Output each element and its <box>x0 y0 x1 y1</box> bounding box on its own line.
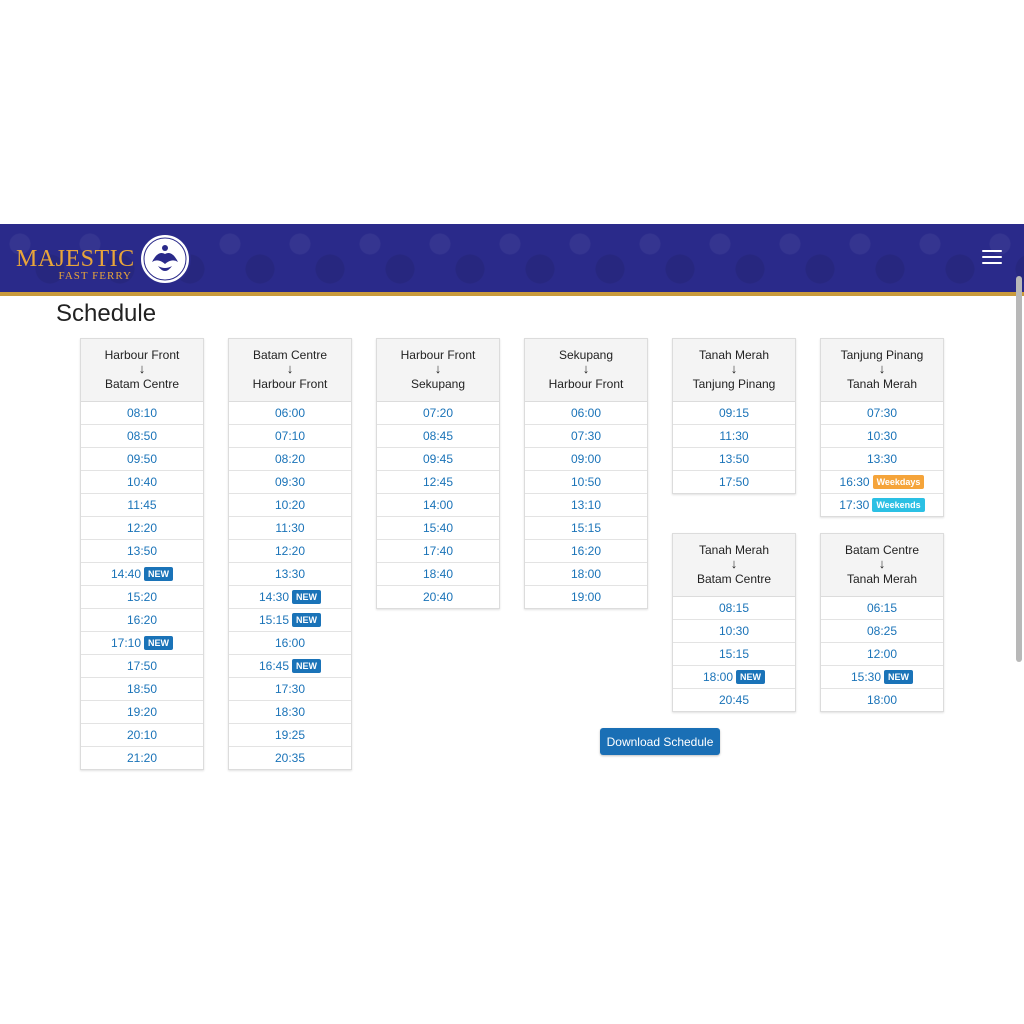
route-header <box>525 339 647 402</box>
departure-time-row[interactable] <box>673 425 795 448</box>
menu-toggle-icon[interactable] <box>982 250 1002 266</box>
status-badge: NEW <box>292 613 321 627</box>
departure-time: 17:30 <box>274 682 306 696</box>
status-badge: Weekends <box>872 498 924 512</box>
departure-time: 06:15 <box>866 601 898 615</box>
departure-time: 13:30 <box>866 452 898 466</box>
departure-time: 09:00 <box>570 452 602 466</box>
departure-time-row[interactable] <box>673 620 795 643</box>
route-header <box>81 339 203 402</box>
departure-time-row[interactable] <box>821 494 943 516</box>
route-card <box>820 338 944 517</box>
departure-time-row[interactable] <box>673 689 795 711</box>
departure-time: 12:00 <box>866 647 898 661</box>
route-card <box>672 338 796 494</box>
route-destination: Harbour Front <box>548 377 624 391</box>
departure-time-row[interactable] <box>821 402 943 425</box>
departure-time: 20:35 <box>274 751 306 765</box>
departure-time-row[interactable] <box>81 609 203 632</box>
departure-time: 10:20 <box>274 498 306 512</box>
departure-time: 15:20 <box>126 590 158 604</box>
arrow-down-icon: ↓ <box>138 361 146 376</box>
menu-bar <box>982 256 1002 258</box>
departure-time: 18:30 <box>274 705 306 719</box>
departure-time: 08:45 <box>422 429 454 443</box>
departure-time: 18:50 <box>126 682 158 696</box>
site-header <box>0 224 1024 296</box>
emblem-icon <box>138 232 192 286</box>
departure-time: 20:40 <box>422 590 454 604</box>
departure-time: 08:15 <box>718 601 750 615</box>
departure-time-row[interactable] <box>525 402 647 425</box>
brand-name: MAJESTIC <box>16 246 135 272</box>
departure-time-row[interactable] <box>821 643 943 666</box>
departure-time: 16:00 <box>274 636 306 650</box>
arrow-down-icon: ↓ <box>582 361 590 376</box>
departure-time-row[interactable] <box>81 563 203 586</box>
departure-time-row[interactable] <box>229 586 351 609</box>
departure-time: 13:50 <box>718 452 750 466</box>
departure-time: 17:50 <box>126 659 158 673</box>
departure-time: 11:45 <box>127 498 157 512</box>
departure-time-row[interactable] <box>377 494 499 517</box>
departure-time-row[interactable] <box>81 678 203 701</box>
departure-time: 13:50 <box>126 544 158 558</box>
departure-time-row[interactable] <box>377 448 499 471</box>
route-origin: Batam Centre <box>252 348 328 362</box>
departure-time: 08:25 <box>866 624 898 638</box>
route-origin: Sekupang <box>558 348 614 362</box>
departure-time: 18:40 <box>422 567 454 581</box>
departure-time-row[interactable] <box>81 425 203 448</box>
departure-time: 08:50 <box>126 429 158 443</box>
page-title: Schedule <box>56 300 157 327</box>
departure-time: 11:30 <box>275 521 305 535</box>
departure-time-row[interactable] <box>81 471 203 494</box>
departure-time: 09:45 <box>422 452 454 466</box>
departure-time: 07:10 <box>274 429 306 443</box>
departure-time-row[interactable] <box>821 448 943 471</box>
departure-time-row[interactable] <box>229 402 351 425</box>
departure-time: 17:40 <box>422 544 454 558</box>
departure-time-row[interactable] <box>229 448 351 471</box>
departure-time-row[interactable] <box>821 471 943 494</box>
departure-time-row[interactable] <box>229 540 351 563</box>
scrollbar-thumb[interactable] <box>1016 276 1022 662</box>
departure-time: 11:30 <box>719 429 749 443</box>
departure-time: 08:10 <box>126 406 158 420</box>
departure-time: 16:30 <box>839 475 870 489</box>
brand-logo[interactable] <box>16 232 196 286</box>
route-origin: Tanjung Pinang <box>840 348 924 362</box>
departure-time: 21:20 <box>126 751 158 765</box>
departure-time: 07:20 <box>422 406 454 420</box>
route-destination: Tanah Merah <box>846 572 918 586</box>
departure-time-row[interactable] <box>821 425 943 448</box>
departure-time-row[interactable] <box>229 471 351 494</box>
departure-time: 09:50 <box>126 452 158 466</box>
departure-time-row[interactable] <box>821 597 943 620</box>
departure-time-row[interactable] <box>525 517 647 540</box>
departure-time-row[interactable] <box>81 655 203 678</box>
departure-time: 17:50 <box>718 475 750 489</box>
departure-time-row[interactable] <box>81 586 203 609</box>
departure-time-row[interactable] <box>377 402 499 425</box>
departure-time-row[interactable] <box>377 425 499 448</box>
departure-time-row[interactable] <box>525 586 647 608</box>
route-card <box>820 533 944 712</box>
departure-time-row[interactable] <box>229 425 351 448</box>
route-header <box>673 339 795 402</box>
departure-time-row[interactable] <box>525 494 647 517</box>
departure-time: 19:20 <box>126 705 158 719</box>
arrow-down-icon: ↓ <box>434 361 442 376</box>
departure-time: 19:00 <box>570 590 602 604</box>
departure-time-row[interactable] <box>81 701 203 724</box>
route-card <box>672 533 796 712</box>
departure-time: 14:40 <box>110 567 142 581</box>
status-badge: NEW <box>144 636 173 650</box>
departure-time-row[interactable] <box>81 448 203 471</box>
departure-time: 20:45 <box>718 693 750 707</box>
departure-time-row[interactable] <box>525 540 647 563</box>
departure-time-row[interactable] <box>377 517 499 540</box>
departure-time-row[interactable] <box>81 632 203 655</box>
departure-time-row[interactable] <box>229 655 351 678</box>
route-origin: Harbour Front <box>104 348 180 362</box>
departure-time: 06:00 <box>570 406 602 420</box>
departure-time: 17:10 <box>110 636 142 650</box>
departure-time-row[interactable] <box>673 643 795 666</box>
departure-time-row[interactable] <box>525 448 647 471</box>
route-origin: Tanah Merah <box>698 348 770 362</box>
route-origin: Harbour Front <box>400 348 476 362</box>
brand-wordmark <box>16 248 134 282</box>
route-destination: Batam Centre <box>696 572 772 586</box>
departure-time-row[interactable] <box>229 701 351 724</box>
departure-time: 19:25 <box>274 728 306 742</box>
departure-time-row[interactable] <box>229 747 351 769</box>
departure-time-row[interactable] <box>821 666 943 689</box>
departure-time: 18:00 <box>702 670 734 684</box>
arrow-down-icon: ↓ <box>286 361 294 376</box>
departure-time: 16:20 <box>570 544 602 558</box>
departure-time-row[interactable] <box>229 517 351 540</box>
departure-time: 10:30 <box>866 429 898 443</box>
departure-time: 18:00 <box>866 693 898 707</box>
departure-time: 17:30 <box>839 498 870 512</box>
arrow-down-icon: ↓ <box>878 361 886 376</box>
departure-time-row[interactable] <box>821 620 943 643</box>
route-card <box>376 338 500 609</box>
departure-time: 15:15 <box>718 647 750 661</box>
departure-time: 16:20 <box>126 613 158 627</box>
departure-time: 12:20 <box>126 521 158 535</box>
departure-time: 06:00 <box>274 406 306 420</box>
status-badge: NEW <box>144 567 173 581</box>
departure-time-row[interactable] <box>229 494 351 517</box>
arrow-down-icon: ↓ <box>878 556 886 571</box>
departure-time: 07:30 <box>570 429 602 443</box>
departure-time: 10:50 <box>570 475 602 489</box>
status-badge: NEW <box>884 670 913 684</box>
departure-time: 10:30 <box>718 624 750 638</box>
departure-time-row[interactable] <box>673 448 795 471</box>
departure-time: 09:30 <box>274 475 306 489</box>
status-badge: Weekdays <box>873 475 925 489</box>
status-badge: NEW <box>292 659 321 673</box>
departure-time-row[interactable] <box>229 632 351 655</box>
departure-time: 12:20 <box>274 544 306 558</box>
departure-time: 18:00 <box>570 567 602 581</box>
departure-time: 07:30 <box>866 406 898 420</box>
departure-time-row[interactable] <box>673 666 795 689</box>
departure-time: 14:00 <box>422 498 454 512</box>
departure-time: 20:10 <box>126 728 158 742</box>
status-badge: NEW <box>736 670 765 684</box>
route-destination: Sekupang <box>410 377 466 391</box>
route-card <box>228 338 352 770</box>
departure-time: 13:10 <box>570 498 602 512</box>
departure-time: 16:45 <box>258 659 290 673</box>
departure-time-row[interactable] <box>81 747 203 769</box>
departure-time: 12:45 <box>422 475 454 489</box>
departure-time-row[interactable] <box>821 689 943 711</box>
departure-time-row[interactable] <box>377 563 499 586</box>
departure-time-row[interactable] <box>229 724 351 747</box>
departure-time-row[interactable] <box>229 563 351 586</box>
departure-time-row[interactable] <box>81 517 203 540</box>
departure-time: 15:15 <box>570 521 602 535</box>
departure-time-row[interactable] <box>673 402 795 425</box>
status-badge: NEW <box>292 590 321 604</box>
route-destination: Tanjung Pinang <box>692 377 776 391</box>
route-header <box>821 339 943 402</box>
route-header <box>229 339 351 402</box>
departure-time-row[interactable] <box>81 724 203 747</box>
departure-time: 15:15 <box>258 613 290 627</box>
departure-time-row[interactable] <box>673 471 795 493</box>
departure-time: 15:30 <box>850 670 882 684</box>
departure-time: 10:40 <box>126 475 158 489</box>
route-destination: Batam Centre <box>104 377 180 391</box>
menu-bar <box>982 250 1002 252</box>
menu-bar <box>982 262 1002 264</box>
arrow-down-icon: ↓ <box>730 556 738 571</box>
departure-time-row[interactable] <box>81 402 203 425</box>
route-origin: Batam Centre <box>844 543 920 557</box>
route-destination: Tanah Merah <box>846 377 918 391</box>
departure-time: 15:40 <box>422 521 454 535</box>
departure-time-row[interactable] <box>229 609 351 632</box>
route-card <box>524 338 648 609</box>
route-header <box>821 534 943 597</box>
departure-time: 08:20 <box>274 452 306 466</box>
route-card <box>80 338 204 770</box>
departure-time-row[interactable] <box>377 471 499 494</box>
route-destination: Harbour Front <box>252 377 328 391</box>
departure-time: 09:15 <box>718 406 750 420</box>
departure-time-row[interactable] <box>673 597 795 620</box>
departure-time: 14:30 <box>258 590 290 604</box>
departure-time-row[interactable] <box>525 471 647 494</box>
download-schedule-button[interactable]: Download Schedule <box>600 728 720 755</box>
arrow-down-icon: ↓ <box>730 361 738 376</box>
departure-time: 13:30 <box>274 567 306 581</box>
brand-tagline: FAST FERRY <box>58 270 132 282</box>
departure-time-row[interactable] <box>377 540 499 563</box>
departure-time-row[interactable] <box>81 540 203 563</box>
departure-time-row[interactable] <box>525 563 647 586</box>
departure-time-row[interactable] <box>525 425 647 448</box>
route-origin: Tanah Merah <box>698 543 770 557</box>
departure-time-row[interactable] <box>377 586 499 608</box>
route-header <box>377 339 499 402</box>
departure-time-row[interactable] <box>81 494 203 517</box>
departure-time-row[interactable] <box>229 678 351 701</box>
route-header <box>673 534 795 597</box>
